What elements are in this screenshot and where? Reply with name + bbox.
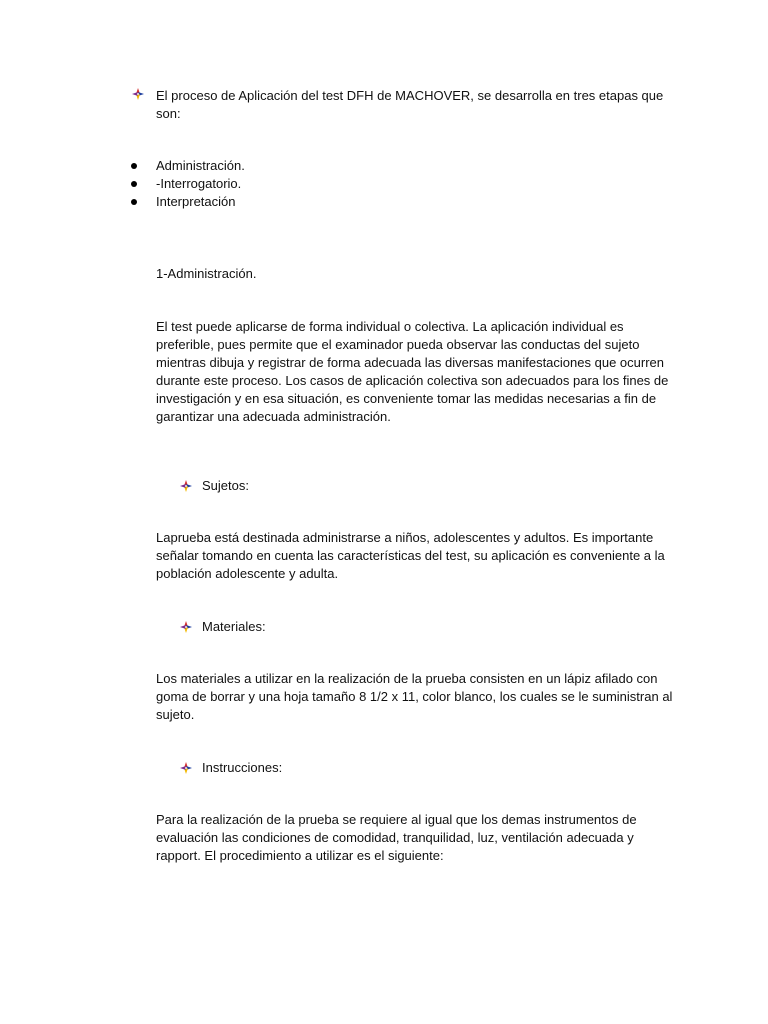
arrow-bullet-icon <box>180 621 192 633</box>
arrow-bullet-icon <box>180 480 192 492</box>
subsection-heading: Instrucciones: <box>202 760 283 775</box>
stage-item: -Interrogatorio. <box>156 176 242 191</box>
stage-item: Interpretación <box>156 194 236 209</box>
subsection-paragraph: Los materiales a utilizar en la realización de la prueba consisten en un lápiz afilado con goma de borrar y una hoja tamaño 8 1/2 x 11, color blanco, los cuales se le suministran al sujeto. <box>156 671 673 722</box>
section-paragraph: El test puede aplicarse de forma individual o colectiva. La aplicación individual es preferible, pues permite que el examinador pueda observar las conductas del sujeto mientras dibuja y registrar de forma adecuada las diversas manifestaciones que ocurren durante este proceso. Los casos de aplicación colectiva son adecuados para los fines de investigación y en esa situación, es conveniente tomar las medidas necesarias a fin de garantizar una adecuada administración. <box>156 319 669 424</box>
round-bullet-icon <box>131 163 137 169</box>
arrow-bullet-icon <box>132 88 144 100</box>
subsection-heading: Sujetos: <box>202 478 249 493</box>
subsection-paragraph: Laprueba está destinada administrarse a niños, adolescentes y adultos. Es importante señalar tomando en cuenta las características del test, su aplicación es conveniente a la población adolescente y adulta. <box>156 530 665 581</box>
stage-item: Administración. <box>156 158 245 173</box>
round-bullet-icon <box>131 199 137 205</box>
subsection-paragraph: Para la realización de la prueba se requiere al igual que los demas instrumentos de evaluación las condiciones de comodidad, tranquilidad, luz, ventilación adecuada y rapport. El procedimiento a utilizar es el siguiente: <box>156 812 637 863</box>
section-heading: 1-Administración. <box>156 266 257 281</box>
round-bullet-icon <box>131 181 137 187</box>
subsection-heading: Materiales: <box>202 619 266 634</box>
intro-text: El proceso de Aplicación del test DFH de MACHOVER, se desarrolla en tres etapas que son: <box>156 88 664 121</box>
arrow-bullet-icon <box>180 762 192 774</box>
